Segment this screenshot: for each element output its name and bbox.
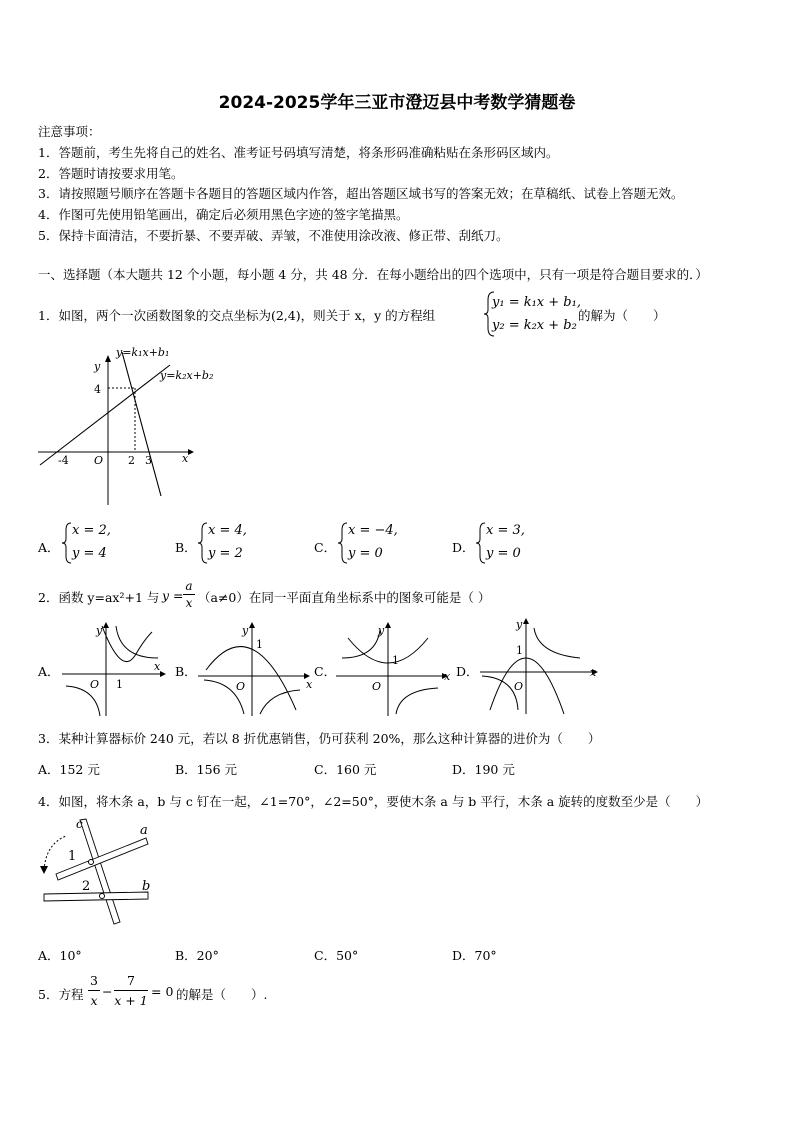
q2a-1: 1 [116,678,123,691]
q1-option-b-letter[interactable]: B． [175,540,197,555]
q2c-y: y [378,624,385,637]
y-axis-label: y [94,360,101,373]
q2-option-a[interactable]: A． [38,664,60,679]
q5-d1: x [90,993,98,1008]
q4-option-a[interactable]: A．10° [38,948,82,963]
q3-option-d[interactable]: D．190 元 [452,762,515,777]
q4-option-d[interactable]: D．70° [452,948,497,963]
line-1 [40,365,170,465]
label-b: b [142,879,151,894]
q5-bar2 [114,990,148,991]
q2d-y: y [516,618,523,631]
question-4-text: 4．如图，将木条 a，b 与 c 钉在一起，∠1=70°，∠2=50°，要使木条 a 与 b 平行，木条 a 旋转的度数至少是（ ） [38,794,709,809]
q1-option-d-letter[interactable]: D． [452,540,475,555]
q5-bar1 [88,990,100,991]
tick-y4: 4 [94,383,101,396]
label-c: c [76,817,83,831]
q1-option-a-line1: x = 2, [72,523,111,538]
q2b-o: O [236,680,246,693]
q2c-x: x [444,670,451,683]
q1-equation-1: y₁ = k₁x + b₁, [492,295,581,310]
line-1-label: y=k₁x+b₁ [116,346,170,359]
q2-option-d[interactable]: D． [456,664,479,679]
q4-figure [36,814,166,926]
q1-option-a-line2: y = 4 [72,546,107,561]
q1-option-b-line1: x = 4, [208,523,247,538]
q2b-1: 1 [256,638,263,651]
q5-n1: 3 [90,973,98,988]
notice-item-5: 5．保持卡面清洁，不要折暴、不要弄破、弄皱，不准使用涂改液、修正带、刮纸刀。 [38,228,509,243]
line-2-label: y=k₂x+b₂ [160,369,214,382]
stick-c [80,819,120,924]
q2-yeq: y = [162,588,184,603]
q2-option-c[interactable]: C． [314,664,337,679]
notice-heading: 注意事项： [38,124,101,139]
tick-x3: 3 [145,454,152,467]
q5-n2: 7 [127,973,135,988]
q1-point: (2,4) [270,308,301,323]
q2-frac-den: x [185,596,193,610]
q1-prefix: 1．如图，两个一次函数图象的交点坐标为 [38,308,271,323]
q2-option-b[interactable]: B． [175,664,197,679]
q1-graph [30,340,214,510]
q2-frac-bar [183,594,195,595]
stick-b [44,892,148,901]
q2d-1: 1 [516,644,523,657]
rotation-arrow-icon [40,866,48,874]
q2-frac-num: a [185,579,193,593]
q1-option-b-brace [198,521,208,565]
rotation-arrow [44,836,66,870]
question-1-text [38,306,435,324]
q2a-x: x [154,660,161,673]
q5-minus: − [102,984,113,999]
q2b-x: x [306,678,313,691]
label-a: a [140,823,148,838]
q5-eq: = 0 [151,984,174,999]
notice-item-2: 2．答题时请按要求用笔。 [38,166,184,181]
q2a-o: O [90,678,100,691]
y-axis-arrow-icon [105,355,111,362]
q2b-y: y [242,624,249,637]
q2-graph-a [60,618,170,718]
q5-d2: x + 1 [114,993,148,1008]
q2d-x: x [590,666,597,679]
q2c-1: 1 [392,654,399,667]
q2a-y: y [96,624,103,637]
question-3-text: 3．某种计算器标价 240 元，若以 8 折优惠销售，仍可获利 20%，那么这种计算器的进价为（ ） [38,731,601,746]
q1-option-d-line2: y = 0 [486,546,521,561]
q1-option-c-brace [338,521,348,565]
x-axis-label: x [182,452,189,465]
q1-option-c-letter[interactable]: C． [314,540,337,555]
notice-item-1: 1．答题前，考生先将自己的姓名、准考证号码填写清楚，将条形码准确粘贴在条形码区域内。 [38,145,559,160]
q3-option-b[interactable]: B．156 元 [175,762,238,777]
q1-option-c-line2: y = 0 [348,546,383,561]
question-2-prefix: 2．函数 y=ax²+1 与 [38,590,160,605]
q3-option-a[interactable]: A．152 元 [38,762,100,777]
q1-option-c-line1: x = −4, [348,523,398,538]
q1-option-d-line1: x = 3, [486,523,525,538]
q2-graph-d [476,614,606,718]
q1-option-b-line2: y = 2 [208,546,243,561]
x-axis-arrow-icon [188,449,194,455]
notice-item-3: 3．请按照题号顺序在答题卡各题目的答题区域内作答，超出答题区域书写的答案无效；在草稿纸、试卷上答题无效。 [38,186,684,201]
q1-option-d-brace [476,521,486,565]
q2d-o: O [514,680,524,693]
tick-xm4: -4 [58,454,69,467]
line-2 [122,352,161,496]
q1-option-a-letter[interactable]: A． [38,540,60,555]
q5-suffix: 的解是（ ）. [176,987,268,1002]
q1-equation-2: y₂ = k₂x + b₂ [492,318,577,333]
q1-suffix: 的解为（ ） [578,308,666,323]
page-title: 2024-2025学年三亚市澄迈县中考数学猜题卷 [218,93,576,113]
q2c-o: O [372,680,382,693]
q4-option-b[interactable]: B．20° [175,948,219,963]
origin-label: O [94,454,104,467]
q1-option-a-brace [62,521,72,565]
section-heading: 一、选择题（本大题共 12 个小题，每小题 4 分，共 48 分．在每小题给出的四个选项中，只有一项是符合题目要求的．） [38,267,708,282]
label-1: 1 [68,849,77,864]
nail-1 [89,860,94,865]
question-5-prefix: 5．方程 [38,987,84,1002]
q3-option-c[interactable]: C．160 元 [314,762,377,777]
q1-middle: ，则关于 x，y 的方程组 [300,308,436,323]
q2-graph-c [334,618,454,718]
nail-2 [100,894,105,899]
q4-option-c[interactable]: C．50° [314,948,359,963]
notice-item-4: 4．作图可先使用铅笔画出，确定后必须用黑色字迹的签字笔描黑。 [38,207,409,222]
q2-suffix: （a≠0）在同一平面直角坐标系中的图象可能是（ ） [198,590,491,605]
label-2: 2 [82,879,91,894]
tick-x2: 2 [128,454,135,467]
q2-graph-b [196,618,316,718]
